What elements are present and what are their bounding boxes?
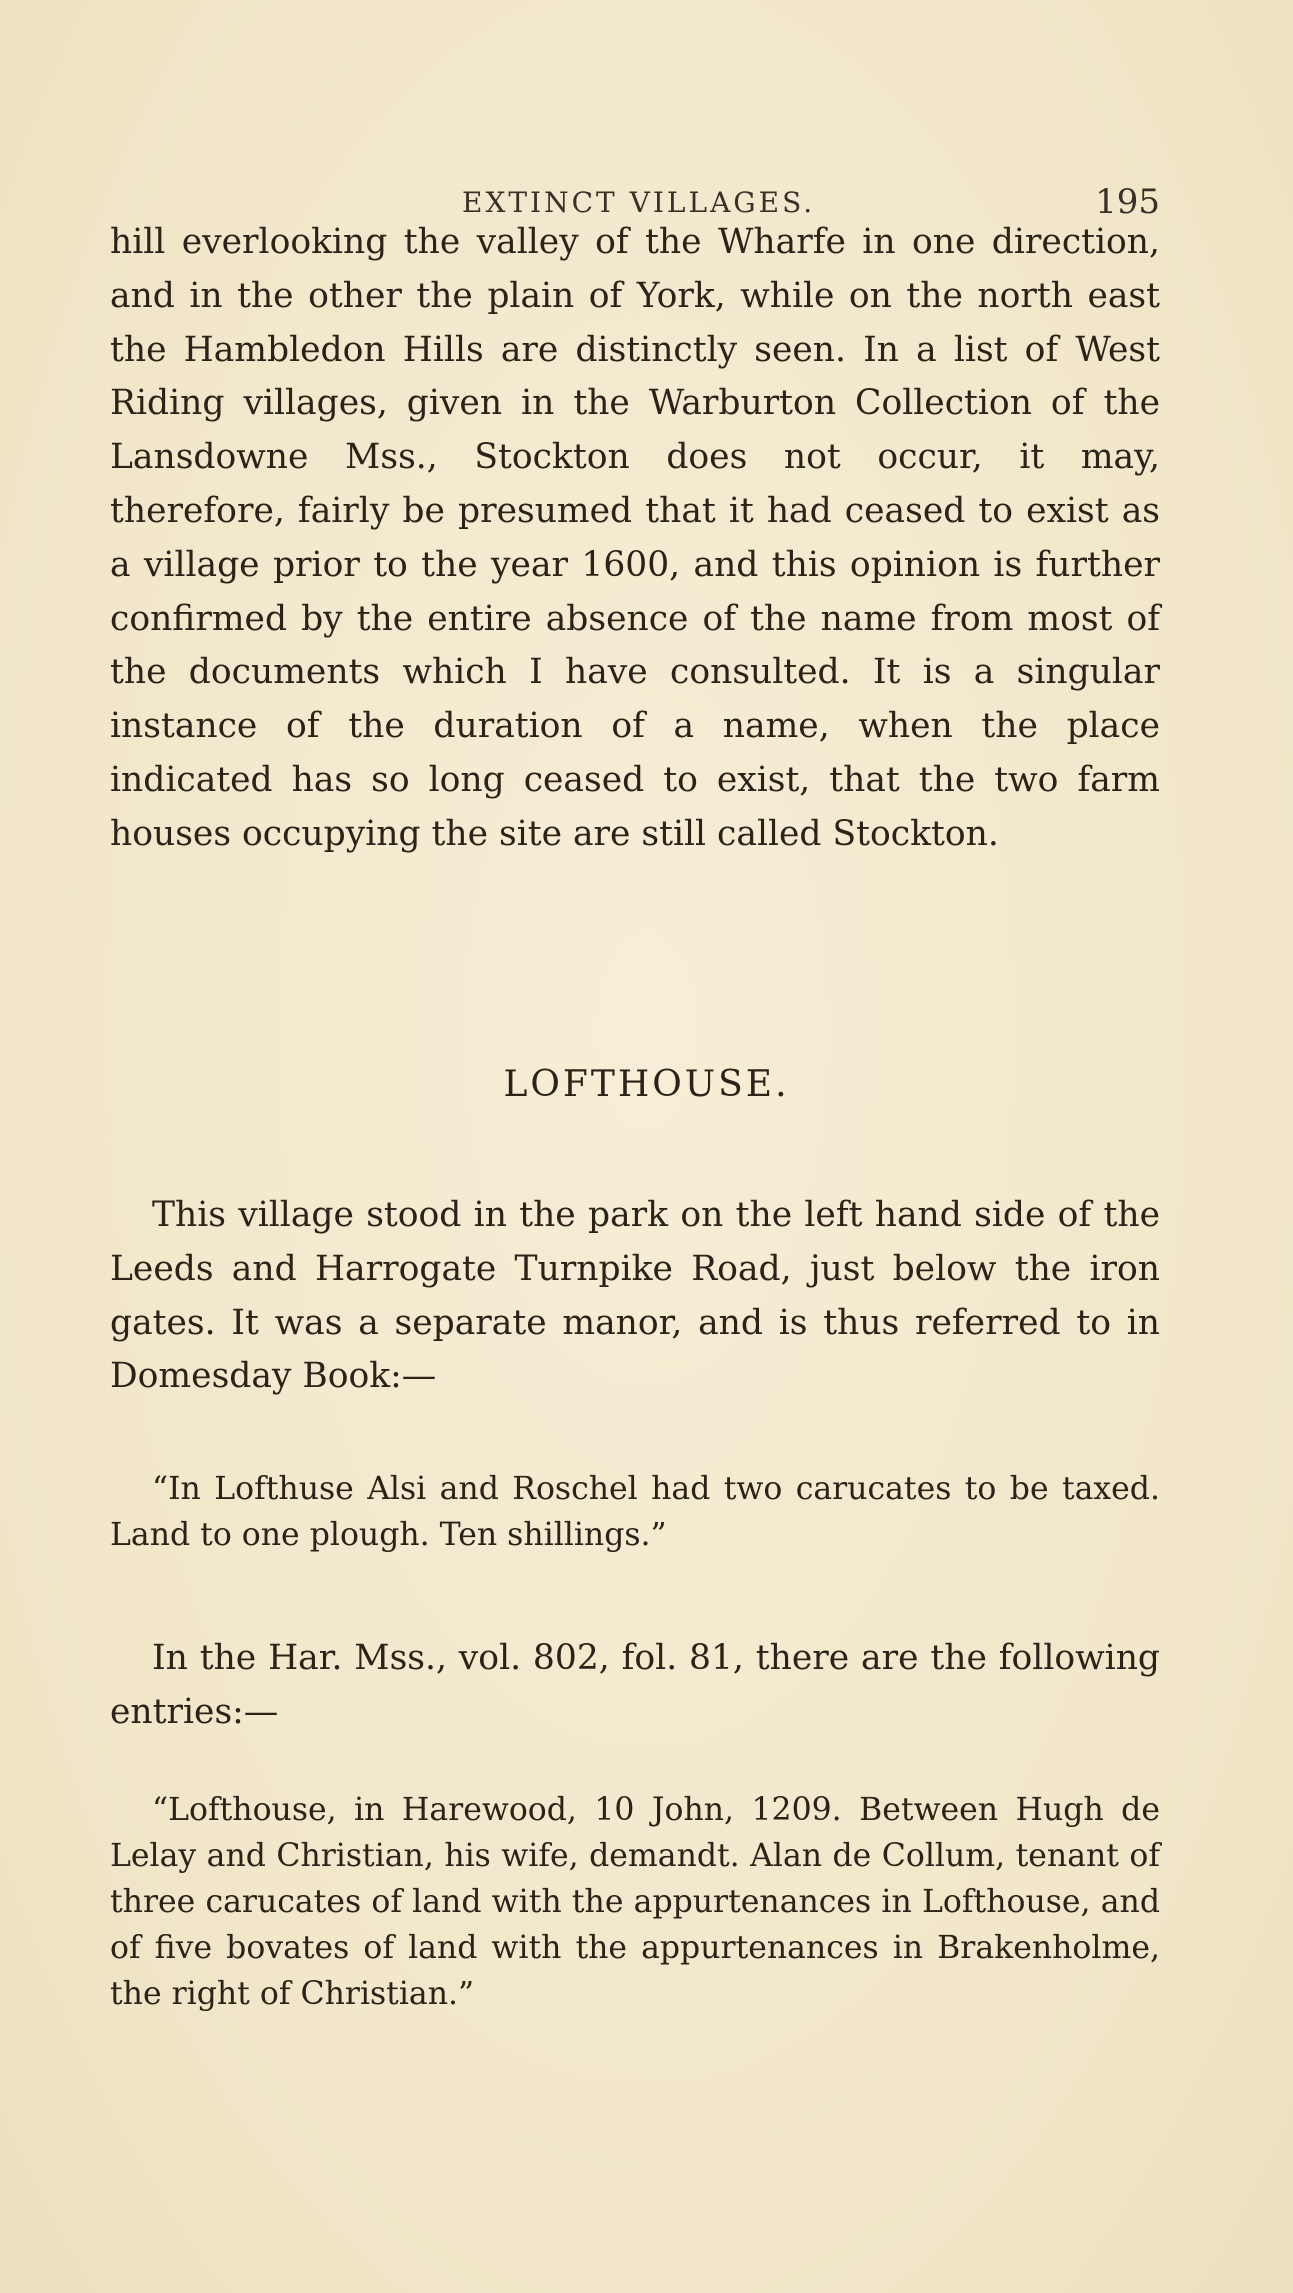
paragraph-har-mss: In the Har. Mss., vol. 802, fol. 81, there are the following entries:— bbox=[110, 1638, 1160, 1732]
quote-domesday: “In Lofthuse Alsi and Roschel had two carucates to be taxed. Land to one plough. Ten shillings.” bbox=[110, 1471, 1160, 1553]
section-heading-lofthouse: LOFTHOUSE. bbox=[503, 1064, 790, 1105]
running-head: EXTINCT VILLAGES. bbox=[462, 186, 816, 219]
paragraph-stockton-continued: hill everlooking the valley of the Wharfe in one direction, and in the other the plain of York, while on the north east the Hambledon Hills are distinctly seen. In a list of West Riding villages, given in the Warburton Collection of the Lansdowne Mss., Stockton does not occur, it may, therefore, fairly be presumed that it had ceased to exist as a village prior to the year 1600, and this opinion is further confirmed by the entire absence of the name from most of the documents which I have consulted. It is a singular instance of the duration of a name, when the place indicated has so long ceased to exist, that the two farm houses occupying the site are still called Stockton. bbox=[110, 222, 1160, 854]
paragraph-lofthouse-intro: This village stood in the park on the left hand side of the Leeds and Harrogate Turnpike Road, just below the iron gates. It was a separate manor, and is thus referred to in Domesday Book:— bbox=[110, 1195, 1160, 1397]
page-number: 195 bbox=[1095, 182, 1160, 222]
quote-harewood: “Lofthouse, in Harewood, 10 John, 1209. Between Hugh de Lelay and Christian, his wife, demandt. Alan de Collum, tenant of three carucates of land with the appurtenances in Lofthouse, and of five bovates of land with the appurtenances in Brakenholme, the right of Christian.” bbox=[110, 1792, 1160, 2012]
